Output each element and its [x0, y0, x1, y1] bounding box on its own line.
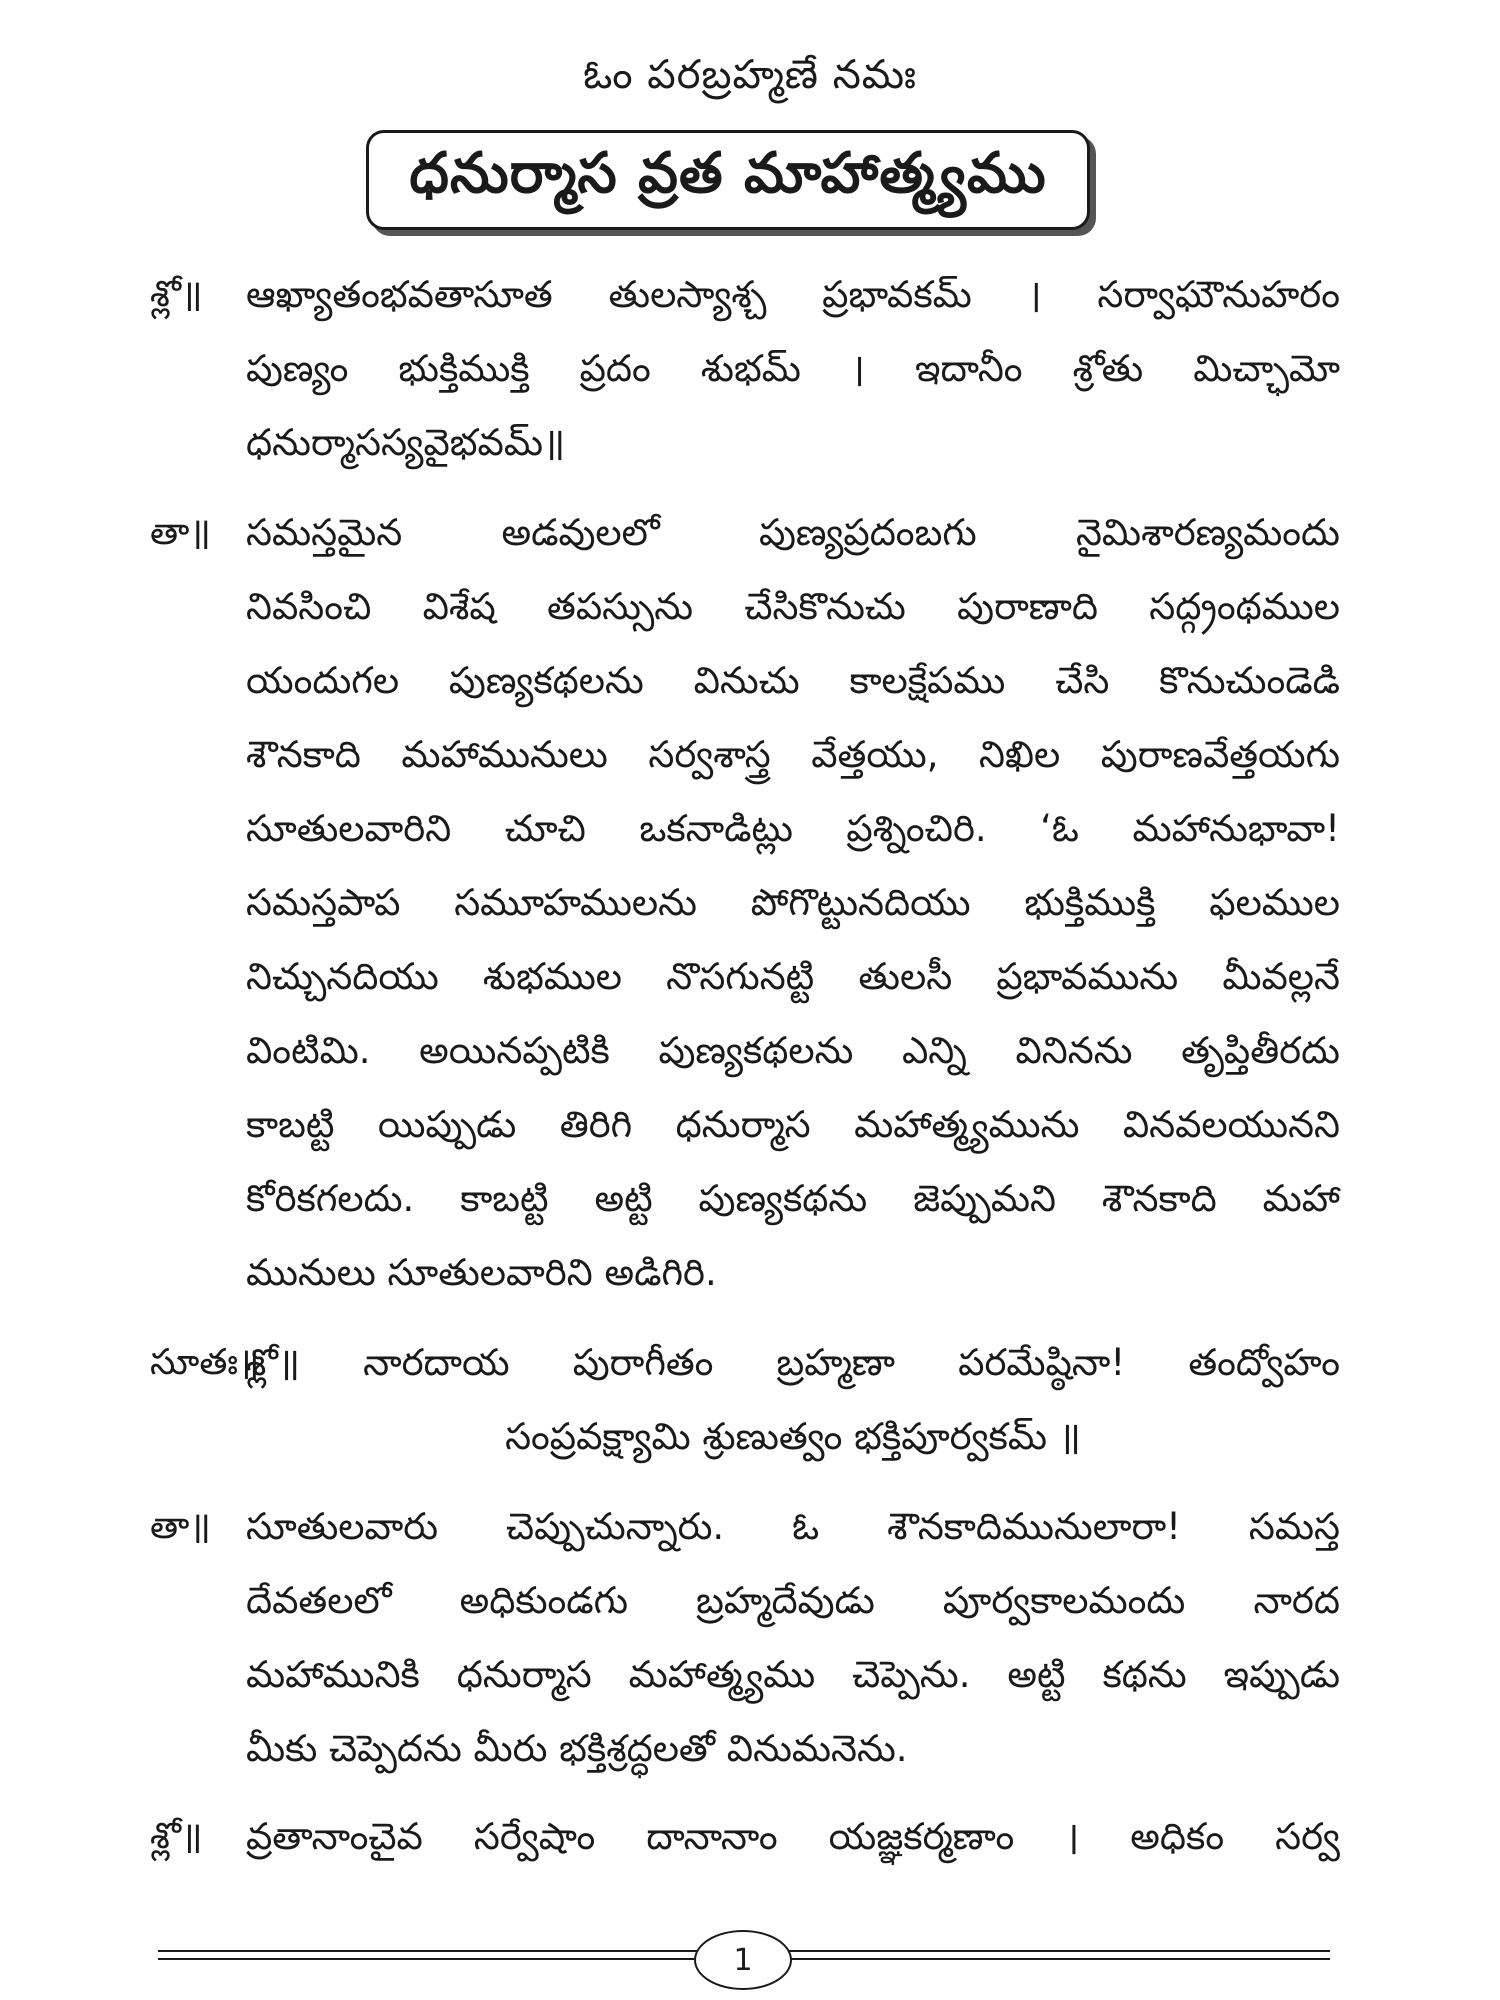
verse-line: వ్రతానాంచైవ సర్వేషాం దానానాం యజ్ఞకర్మణాం । అధికం సర్వ	[246, 1815, 1340, 1858]
prose-line: సమస్తపాప సమూహములను పోగొట్టునదియు భుక్తిముక్తి ఫలముల	[246, 881, 1340, 924]
prose-line: మునులు సూతులవారిని అడిగిరి.	[246, 1251, 717, 1294]
page-footer	[158, 1940, 1330, 1980]
prose-line: మీకు చెప్పెదను మీరు భక్తిశ్రద్ధలతో వినుమనెను.	[246, 1727, 908, 1770]
verse-line: ఆఖ్యాతంభవతాసూత తులస్యాశ్చ ప్రభావకమ్ । సర్వాఘౌనుహరం	[246, 273, 1340, 316]
page-title: ధనుర్మాస వ్రత మాహాత్మ్యము	[409, 140, 1047, 206]
speaker-marker: సూతః॥	[150, 1342, 260, 1383]
meaning-marker: తా॥	[150, 512, 211, 553]
verse-line: ధనుర్మాసస్యవైభవమ్॥	[246, 421, 566, 464]
verse-line: సంప్రవక్ష్యామి శ్రుణుత్వం భక్తిపూర్వకమ్ ॥	[505, 1415, 1081, 1458]
sloka-marker: శ్లో॥	[246, 1341, 301, 1384]
prose-line: సూతులవారు చెప్పుచున్నారు. ఓ శౌనకాదిమునులారా! సమస్త	[246, 1505, 1340, 1548]
prose-line: సూతులవారిని చూచి ఒకనాడిట్లు ప్రశ్నించిరి. ‘ఓ మహానుభావా!	[246, 807, 1340, 850]
meaning-marker: తా॥	[150, 1506, 211, 1547]
prose-line: శౌనకాది మహామునులు సర్వశాస్త్ర వేత్తయు, నిఖిల పురాణవేత్తయగు	[246, 733, 1340, 776]
invocation-heading: ఓం పరబ్రహ్మణే నమః	[583, 52, 917, 98]
verse-text: నారదాయ పురాగీతం బ్రహ్మణా పరమేష్ఠినా! తంద్వోహం	[363, 1341, 1340, 1384]
sloka-block-1	[150, 258, 1340, 480]
meaning-block-1	[150, 496, 1340, 1310]
prose-line: కోరికగలదు. కాబట్టి అట్టి పుణ్యకథను జెప్పుమని శౌనకాది మహా	[246, 1177, 1340, 1220]
title-box	[366, 130, 1090, 230]
page-number: 1	[694, 1930, 792, 1990]
prose-line: కాబట్టి యిప్పుడు తిరిగి ధనుర్మాస మహాత్మ్యమును వినవలయునని	[246, 1103, 1340, 1146]
sloka-marker: శ్లో॥	[150, 1816, 203, 1857]
prose-line: మహామునికి ధనుర్మాస మహాత్మ్యము చెప్పెను. అట్టి కథను ఇప్పుడు	[246, 1653, 1340, 1696]
prose-line: సమస్తమైన అడవులలో పుణ్యప్రదంబగు నైమిశారణ్యమందు	[246, 511, 1340, 554]
prose-line: యందుగల పుణ్యకథలను వినుచు కాలక్షేపము చేసి కొనుచుండెడి	[246, 659, 1340, 702]
prose-line: నిచ్చునదియు శుభముల నొసగునట్టి తులసీ ప్రభావమును మీవల్లనే	[246, 955, 1340, 998]
sloka-block-2	[150, 1326, 1340, 1474]
meaning-block-2	[150, 1490, 1340, 1786]
prose-line: దేవతలలో అధికుండగు బ్రహ్మదేవుడు పూర్వకాలమందు నారద	[246, 1579, 1340, 1622]
prose-line: వింటిమి. అయినప్పటికి పుణ్యకథలను ఎన్ని వినినను తృప్తితీరదు	[246, 1029, 1340, 1072]
sloka-marker: శ్లో॥	[150, 274, 203, 315]
verse-line	[246, 1326, 1340, 1400]
verse-line: పుణ్యం భుక్తిముక్తి ప్రదం శుభమ్ । ఇదానీం శ్రోతు మిచ్ఛామో	[246, 347, 1340, 390]
prose-line: నివసించి విశేష తపస్సును చేసికొనుచు పురాణాది సద్గ్రంథముల	[246, 585, 1340, 628]
sloka-block-3	[150, 1800, 1340, 1874]
